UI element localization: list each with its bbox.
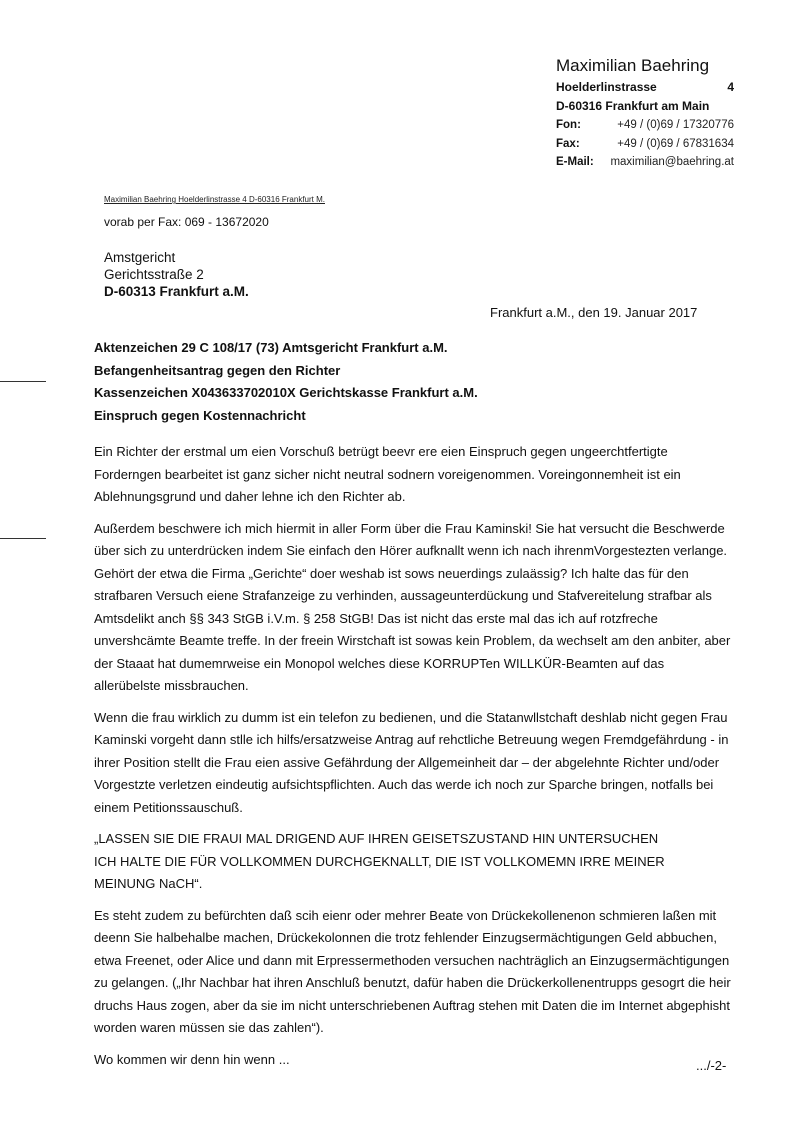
sender-email: E-Mail: maximilian@baehring.at [556,156,734,168]
letter-date: Frankfurt a.M., den 19. Januar 2017 [490,305,698,320]
sender-house-no: 4 [727,80,734,94]
recipient-line-2: Gerichtsstraße 2 [104,267,204,282]
fold-mark-upper [0,381,46,382]
body-paragraph: Wenn die frau wirklich zu dumm ist ein telefon zu bedienen, und die Statanwllstchaft deshlab nicht gegen Frau Kaminski vorgeht dann stlle ich hilfs/ersatzweise Antrag auf rehctliche Betreuung wegen Fremdgefährdung - in ihrer Position stellt die Frau eien assive Gefährdung der Allgemeinheit dar – der abgelehnte Richter und/oder Vorgestzte verletzen eindeutig aufsichtspflichten. Auch das werde ich noch zur Sparche bringen, notfalls bei einem Petitionssauschuß. [94,709,729,815]
subject-line: Einspruch gegen Kostennachricht [94,407,306,423]
subject-block [94,337,478,427]
subject-line: Aktenzeichen 29 C 108/17 (73) Amtsgericht Frankfurt a.M. [94,340,448,355]
body-paragraph: Es steht zudem zu befürchten daß scih eienr oder mehrer Beate von Drückekollenenon schmieren laßen mit deenn Sie halbehalbe machen, Drückekolonnen die trotz fehlender Einzugsermächtigungen Geld abbuchen, etwa Freenet, oder Alice und dann mit Erpressermethoden versuchen nachträglich an Einzugsermächtigungen zu gelangen. („Ihr Nachbar hat ihren Anschluß benutzt, dafür haben die Drückerkollenentrupps gesogrt die heir druchs Haus zogen, aber da sie im nicht unterschriebenen Auftrag stehen mit Daten die im Internet abgephisht worden waren müssen sie das zahlen“). [94,907,731,1035]
sender-city: D-60316 Frankfurt am Main [556,99,710,113]
sender-fax: Fax: +49 / (0)69 / 67831634 [556,137,734,150]
letter-body [94,441,734,1080]
subject-line: Kassenzeichen X043633702010X Gerichtskasse Frankfurt a.M. [94,385,478,400]
recipient-line-1: Amstgericht [104,250,176,265]
subject-line: Befangenheitsantrag gegen den Richter [94,362,341,378]
sender-block [556,54,734,172]
body-paragraph: Ein Richter der erstmal um eien Vorschuß betrügt beevr ere eien Einspruch gegen ungeerchtfertigte Forderngen bearbeitet ist ganz sicher nicht neutral sodnern voreigenommen. Voreingonnemheit ist ein Ablehnungsgrund und daher lehne ich den Richter ab. [94,444,681,504]
fold-mark-lower [0,538,46,539]
recipient-line-3: D-60313 Frankfurt a.M. [104,284,249,299]
recipient-address [104,249,249,300]
body-paragraph: Wo kommen wir denn hin wenn ... [94,1051,290,1067]
fax-note: vorab per Fax: 069 - 13672020 [104,215,269,229]
return-address-line: Maximilian Baehring Hoelderlinstrasse 4 D-60316 Frankfurt M. [104,195,325,204]
sender-street-line [556,78,734,97]
body-quote: „LASSEN SIE DIE FRAUI MAL DRIGEND AUF IHREN GEISETSZUSTAND HIN UNTERSUCHEN ICH HALTE DIE FÜR VOLLKOMMEN DURCHGEKNALLT, DIE IST VOLLKOMEMN IRRE MEINER MEINUNG NaCH“. [94,831,665,891]
sender-street: Hoelderlinstrasse [556,80,657,94]
sender-name: Maximilian Baehring [556,56,710,75]
sender-phone: Fon: +49 / (0)69 / 17320776 [556,119,734,131]
page-indicator: .../-2- [696,1058,727,1073]
body-paragraph: Außerdem beschwere ich mich hiermit in aller Form über die Frau Kaminski! Sie hat versucht die Beschwerde über sich zu unterdrücken indem Sie einfach den Hörer aufknallt wenn ich nach ihrenmVorgestezten verlange. Gehört der etwa die Firma „Gerichte“ doer weshab ist sows neuerdings zulaässig? Ich halte das für den strafbaren Versuch eiene Strafanzeige zu verhinden, aussageunterdückung und Stafvereitelung strafbar als Amtsdelikt anch §§ 343 StGB i.V.m. § 258 StGB! Das ist nicht das erste mal das ich auf rotzfreche unvershcämte Beamte treffe. In der freein Wirstchaft ist sowas kein Problem, da wechselt am den anbiter, aber der Staaat hat dumemrweise ein Monopol welches diese KORRUPTen WILLKÜR-Beamten auf das allerübelste missbrauchen. [94,520,731,693]
